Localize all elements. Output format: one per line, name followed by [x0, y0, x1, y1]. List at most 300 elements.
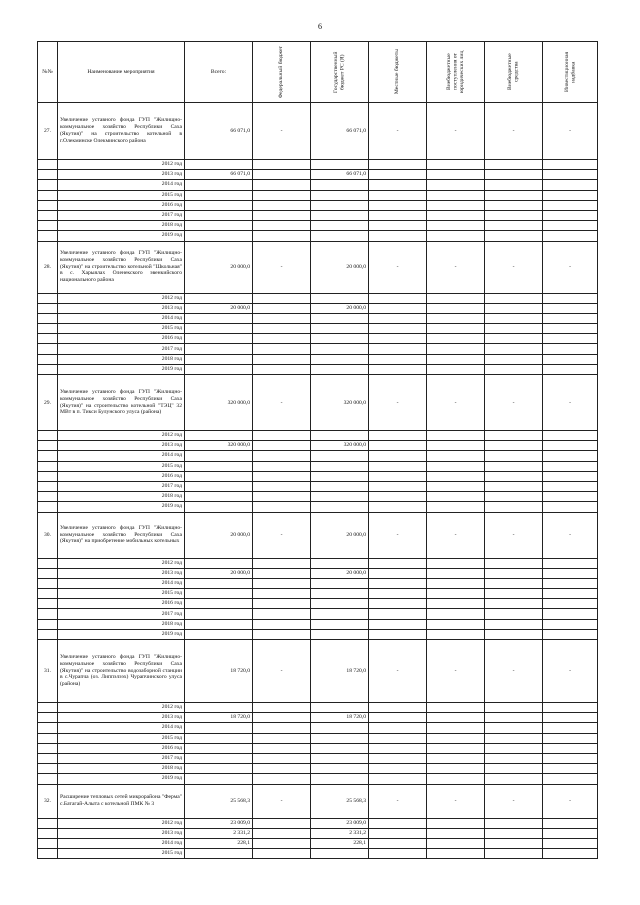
- year-legal: [427, 849, 485, 859]
- year-row: [38, 502, 598, 512]
- year-federal: [253, 599, 311, 609]
- year-invest: [543, 733, 598, 743]
- year-federal: [253, 303, 311, 313]
- item-invest: -: [543, 103, 598, 160]
- year-total: [185, 344, 253, 354]
- year-row: [38, 723, 598, 733]
- year-label: 2014 год: [58, 723, 185, 733]
- year-own: [485, 578, 543, 588]
- year-legal: [427, 344, 485, 354]
- year-empty-num: [38, 441, 58, 451]
- year-federal: [253, 441, 311, 451]
- year-legal: [427, 180, 485, 190]
- year-federal: [253, 828, 311, 838]
- year-state: [311, 723, 369, 733]
- year-total: 320 000,0: [185, 441, 253, 451]
- header-local: Местные бюджеты: [369, 42, 427, 103]
- page-number: 6: [318, 22, 322, 31]
- year-row: [38, 774, 598, 784]
- year-total: [185, 334, 253, 344]
- year-row: [38, 344, 598, 354]
- year-federal: [253, 619, 311, 629]
- year-label: 2013 год: [58, 303, 185, 313]
- year-invest: [543, 743, 598, 753]
- year-empty-num: [38, 180, 58, 190]
- year-invest: [543, 589, 598, 599]
- year-local: [369, 609, 427, 619]
- year-local: [369, 492, 427, 502]
- year-legal: [427, 431, 485, 441]
- year-legal: [427, 609, 485, 619]
- year-own: [485, 344, 543, 354]
- year-invest: [543, 703, 598, 713]
- year-row: [38, 160, 598, 170]
- year-label: 2016 год: [58, 471, 185, 481]
- program-item-row: [38, 375, 598, 431]
- year-own: [485, 733, 543, 743]
- item-invest: -: [543, 640, 598, 703]
- year-local: [369, 160, 427, 170]
- year-invest: [543, 764, 598, 774]
- year-federal: [253, 313, 311, 323]
- program-item-row: [38, 512, 598, 558]
- year-row: [38, 441, 598, 451]
- year-federal: [253, 354, 311, 364]
- item-state: 18 720,0: [311, 640, 369, 703]
- year-state: [311, 743, 369, 753]
- year-total: [185, 558, 253, 568]
- year-invest: [543, 609, 598, 619]
- year-row: [38, 313, 598, 323]
- year-empty-num: [38, 344, 58, 354]
- item-number: 29.: [38, 375, 58, 431]
- year-empty-num: [38, 849, 58, 859]
- item-legal: -: [427, 241, 485, 293]
- year-total: [185, 599, 253, 609]
- item-description: Увеличение уставного фонда ГУП "Жилищно-коммунальное хозяйство Республики Саха (Якутия)" на строительство котельной в г.Олекминске Олекминского района: [58, 103, 185, 160]
- year-total: 20 000,0: [185, 568, 253, 578]
- year-legal: [427, 481, 485, 491]
- year-empty-num: [38, 160, 58, 170]
- year-legal: [427, 303, 485, 313]
- item-federal: -: [253, 640, 311, 703]
- year-empty-num: [38, 221, 58, 231]
- year-own: [485, 364, 543, 374]
- year-local: [369, 703, 427, 713]
- year-own: [485, 774, 543, 784]
- year-empty-num: [38, 818, 58, 828]
- year-label: 2015 год: [58, 733, 185, 743]
- year-own: [485, 431, 543, 441]
- year-total: [185, 578, 253, 588]
- year-local: [369, 733, 427, 743]
- year-own: [485, 190, 543, 200]
- year-label: 2014 год: [58, 180, 185, 190]
- year-total: [185, 324, 253, 334]
- item-federal: -: [253, 241, 311, 293]
- year-invest: [543, 170, 598, 180]
- year-local: [369, 599, 427, 609]
- year-federal: [253, 629, 311, 639]
- year-federal: [253, 774, 311, 784]
- year-local: [369, 568, 427, 578]
- year-legal: [427, 818, 485, 828]
- item-legal: -: [427, 784, 485, 818]
- year-federal: [253, 210, 311, 220]
- year-federal: [253, 723, 311, 733]
- year-row: [38, 481, 598, 491]
- item-own: -: [485, 375, 543, 431]
- year-empty-num: [38, 558, 58, 568]
- year-row: [38, 599, 598, 609]
- year-row: [38, 180, 598, 190]
- year-state: [311, 703, 369, 713]
- year-legal: [427, 599, 485, 609]
- year-label: 2015 год: [58, 589, 185, 599]
- year-legal: [427, 334, 485, 344]
- year-invest: [543, 231, 598, 241]
- year-total: [185, 293, 253, 303]
- year-invest: [543, 461, 598, 471]
- year-state: [311, 764, 369, 774]
- item-local: -: [369, 103, 427, 160]
- item-total: 20 000,0: [185, 512, 253, 558]
- year-invest: [543, 210, 598, 220]
- year-federal: [253, 200, 311, 210]
- year-label: 2012 год: [58, 293, 185, 303]
- year-legal: [427, 461, 485, 471]
- year-own: [485, 210, 543, 220]
- year-invest: [543, 221, 598, 231]
- year-total: [185, 471, 253, 481]
- year-state: [311, 733, 369, 743]
- item-state: 20 000,0: [311, 241, 369, 293]
- year-own: [485, 200, 543, 210]
- year-state: [311, 190, 369, 200]
- year-own: [485, 354, 543, 364]
- year-local: [369, 293, 427, 303]
- year-row: [38, 431, 598, 441]
- year-row: [38, 743, 598, 753]
- year-label: 2015 год: [58, 324, 185, 334]
- year-label: 2017 год: [58, 344, 185, 354]
- header-name: Наименование мероприятия: [58, 42, 185, 103]
- year-legal: [427, 170, 485, 180]
- year-state: [311, 231, 369, 241]
- year-empty-num: [38, 703, 58, 713]
- item-number: 32.: [38, 784, 58, 818]
- year-label: 2018 год: [58, 492, 185, 502]
- item-federal: -: [253, 512, 311, 558]
- year-federal: [253, 492, 311, 502]
- item-own: -: [485, 103, 543, 160]
- year-local: [369, 313, 427, 323]
- item-invest: -: [543, 784, 598, 818]
- year-local: [369, 723, 427, 733]
- year-local: [369, 849, 427, 859]
- year-legal: [427, 502, 485, 512]
- year-state: [311, 599, 369, 609]
- year-state: [311, 471, 369, 481]
- item-legal: -: [427, 512, 485, 558]
- year-invest: [543, 492, 598, 502]
- year-row: [38, 619, 598, 629]
- program-table: [37, 41, 598, 859]
- year-own: [485, 764, 543, 774]
- year-own: [485, 293, 543, 303]
- year-row: [38, 303, 598, 313]
- year-local: [369, 354, 427, 364]
- year-legal: [427, 838, 485, 848]
- year-invest: [543, 190, 598, 200]
- year-empty-num: [38, 461, 58, 471]
- year-local: [369, 210, 427, 220]
- year-label: 2013 год: [58, 170, 185, 180]
- year-own: [485, 451, 543, 461]
- year-invest: [543, 334, 598, 344]
- year-row: [38, 221, 598, 231]
- year-total: 66 071,0: [185, 170, 253, 180]
- item-legal: -: [427, 103, 485, 160]
- year-row: [38, 713, 598, 723]
- year-local: [369, 558, 427, 568]
- year-total: [185, 849, 253, 859]
- year-empty-num: [38, 431, 58, 441]
- year-federal: [253, 344, 311, 354]
- year-state: [311, 481, 369, 491]
- year-local: [369, 471, 427, 481]
- year-own: [485, 828, 543, 838]
- year-own: [485, 743, 543, 753]
- year-label: 2018 год: [58, 221, 185, 231]
- year-invest: [543, 619, 598, 629]
- item-own: -: [485, 512, 543, 558]
- year-invest: [543, 629, 598, 639]
- year-state: [311, 324, 369, 334]
- year-label: 2017 год: [58, 481, 185, 491]
- year-state: [311, 578, 369, 588]
- header-federal: Федеральный бюджет: [253, 42, 311, 103]
- year-legal: [427, 160, 485, 170]
- year-state: 2 331,2: [311, 828, 369, 838]
- year-label: 2015 год: [58, 849, 185, 859]
- year-local: [369, 200, 427, 210]
- year-empty-num: [38, 481, 58, 491]
- year-legal: [427, 723, 485, 733]
- item-description: Увеличение уставного фонда ГУП "Жилищно-коммунальное хозяйство Республики Саха (Якутия)" на строительство котельной "ТЭЦ" 32 МВт в п. Тикси Булунского улуса (района): [58, 375, 185, 431]
- year-invest: [543, 849, 598, 859]
- year-empty-num: [38, 743, 58, 753]
- year-total: 20 000,0: [185, 303, 253, 313]
- year-state: 23 009,0: [311, 818, 369, 828]
- year-state: [311, 629, 369, 639]
- year-legal: [427, 324, 485, 334]
- year-invest: [543, 180, 598, 190]
- year-state: [311, 558, 369, 568]
- year-empty-num: [38, 733, 58, 743]
- year-invest: [543, 324, 598, 334]
- year-local: [369, 180, 427, 190]
- year-federal: [253, 324, 311, 334]
- year-total: [185, 502, 253, 512]
- year-total: [185, 743, 253, 753]
- header-invest: Инвестиционная надбавка: [543, 42, 598, 103]
- year-total: [185, 200, 253, 210]
- year-total: [185, 160, 253, 170]
- year-local: [369, 753, 427, 763]
- year-invest: [543, 599, 598, 609]
- year-own: [485, 723, 543, 733]
- year-state: [311, 431, 369, 441]
- year-own: [485, 599, 543, 609]
- year-own: [485, 180, 543, 190]
- year-invest: [543, 441, 598, 451]
- header-num: №№: [38, 42, 58, 103]
- year-label: 2016 год: [58, 743, 185, 753]
- year-legal: [427, 210, 485, 220]
- year-invest: [543, 431, 598, 441]
- program-item-row: [38, 640, 598, 703]
- year-total: [185, 753, 253, 763]
- header-state: Государственный бюджет РС (Я): [311, 42, 369, 103]
- year-row: [38, 334, 598, 344]
- year-local: [369, 364, 427, 374]
- year-local: [369, 502, 427, 512]
- year-invest: [543, 200, 598, 210]
- year-own: [485, 471, 543, 481]
- item-number: 28.: [38, 241, 58, 293]
- year-federal: [253, 231, 311, 241]
- year-federal: [253, 743, 311, 753]
- year-local: [369, 461, 427, 471]
- year-legal: [427, 441, 485, 451]
- item-local: -: [369, 640, 427, 703]
- item-invest: -: [543, 241, 598, 293]
- year-legal: [427, 753, 485, 763]
- year-label: 2014 год: [58, 313, 185, 323]
- year-total: [185, 451, 253, 461]
- year-total: [185, 764, 253, 774]
- year-federal: [253, 733, 311, 743]
- year-empty-num: [38, 828, 58, 838]
- year-invest: [543, 753, 598, 763]
- year-label: 2017 год: [58, 609, 185, 619]
- year-row: [38, 753, 598, 763]
- year-total: [185, 629, 253, 639]
- year-state: 228,1: [311, 838, 369, 848]
- year-own: [485, 231, 543, 241]
- item-legal: -: [427, 640, 485, 703]
- year-federal: [253, 293, 311, 303]
- year-label: 2017 год: [58, 753, 185, 763]
- year-own: [485, 629, 543, 639]
- year-federal: [253, 818, 311, 828]
- year-federal: [253, 502, 311, 512]
- year-label: 2017 год: [58, 210, 185, 220]
- item-number: 31.: [38, 640, 58, 703]
- item-local: -: [369, 512, 427, 558]
- year-empty-num: [38, 324, 58, 334]
- year-federal: [253, 558, 311, 568]
- item-description: Увеличение уставного фонда ГУП "Жилищно-коммунальное хозяйство Республики Саха (Якутия)" на строительство водозаборной станции в с.Чурапча (оз. Липпэлээх) Чурапчинского улуса (района): [58, 640, 185, 703]
- item-invest: -: [543, 375, 598, 431]
- year-invest: [543, 451, 598, 461]
- year-local: [369, 431, 427, 441]
- year-state: [311, 774, 369, 784]
- year-legal: [427, 578, 485, 588]
- year-local: [369, 441, 427, 451]
- year-own: [485, 481, 543, 491]
- year-local: [369, 828, 427, 838]
- year-empty-num: [38, 170, 58, 180]
- year-own: [485, 303, 543, 313]
- year-state: [311, 609, 369, 619]
- year-state: [311, 180, 369, 190]
- year-empty-num: [38, 364, 58, 374]
- year-label: 2014 год: [58, 451, 185, 461]
- year-label: 2012 год: [58, 160, 185, 170]
- year-empty-num: [38, 764, 58, 774]
- year-label: 2012 год: [58, 431, 185, 441]
- year-state: 20 000,0: [311, 303, 369, 313]
- item-state: 66 071,0: [311, 103, 369, 160]
- year-local: [369, 481, 427, 491]
- year-state: [311, 849, 369, 859]
- year-empty-num: [38, 723, 58, 733]
- year-legal: [427, 471, 485, 481]
- year-row: [38, 703, 598, 713]
- year-total: [185, 619, 253, 629]
- year-legal: [427, 589, 485, 599]
- year-empty-num: [38, 589, 58, 599]
- year-row: [38, 354, 598, 364]
- year-empty-num: [38, 578, 58, 588]
- year-state: [311, 619, 369, 629]
- year-legal: [427, 200, 485, 210]
- year-own: [485, 313, 543, 323]
- year-federal: [253, 713, 311, 723]
- item-number: 30.: [38, 512, 58, 558]
- year-own: [485, 703, 543, 713]
- year-invest: [543, 344, 598, 354]
- item-total: 25 568,3: [185, 784, 253, 818]
- year-local: [369, 713, 427, 723]
- year-row: [38, 451, 598, 461]
- year-own: [485, 221, 543, 231]
- year-state: 20 000,0: [311, 568, 369, 578]
- item-federal: -: [253, 103, 311, 160]
- year-empty-num: [38, 774, 58, 784]
- year-federal: [253, 170, 311, 180]
- year-federal: [253, 221, 311, 231]
- year-empty-num: [38, 210, 58, 220]
- year-empty-num: [38, 492, 58, 502]
- year-federal: [253, 838, 311, 848]
- year-empty-num: [38, 190, 58, 200]
- year-invest: [543, 723, 598, 733]
- year-invest: [543, 354, 598, 364]
- year-own: [485, 753, 543, 763]
- program-item-row: [38, 784, 598, 818]
- year-state: [311, 313, 369, 323]
- item-own: -: [485, 640, 543, 703]
- year-local: [369, 743, 427, 753]
- year-row: [38, 324, 598, 334]
- year-invest: [543, 481, 598, 491]
- year-own: [485, 160, 543, 170]
- year-own: [485, 818, 543, 828]
- year-own: [485, 441, 543, 451]
